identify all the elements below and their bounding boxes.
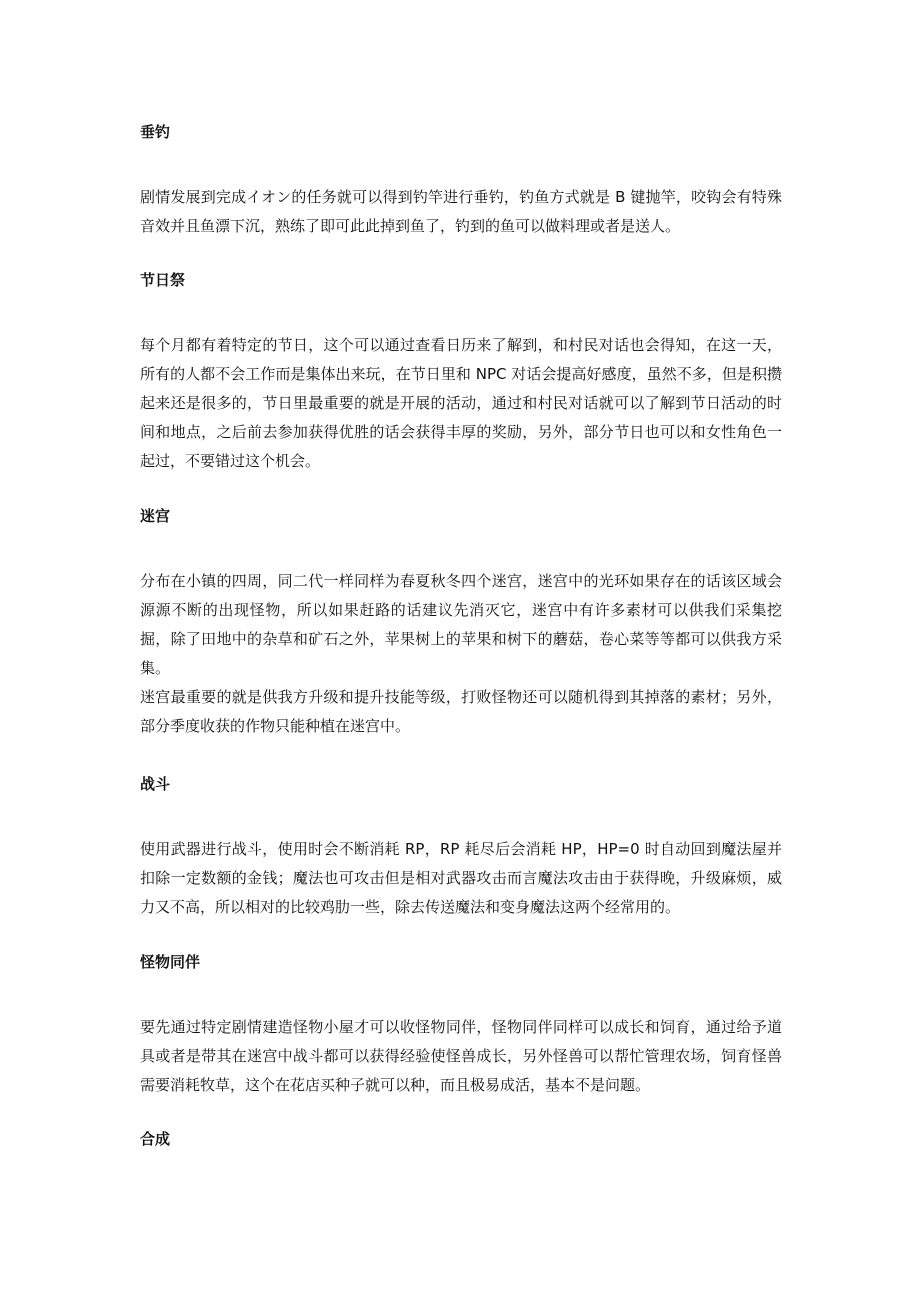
- section-fishing: [140, 122, 782, 241]
- section-paragraph: 迷宫最重要的就是供我方升级和提升技能等级，打败怪物还可以随机得到其掉落的素材；另外，部分季度收获的作物只能种植在迷宫中。: [140, 688, 782, 735]
- section-paragraph: 剧情发展到完成イオン的任务就可以得到钓竿进行垂钓，钓鱼方式就是 B 键抛竿，咬钩会有特殊音效并且鱼漂下沉，熟练了即可此此掉到鱼了，钓到的鱼可以做料理或者是送人。: [140, 188, 782, 235]
- section-synthesis: [140, 1129, 782, 1149]
- section-festival: [140, 270, 782, 476]
- section-heading: 合成: [140, 1130, 171, 1148]
- section-paragraph: 分布在小镇的四周，同二代一样同样为春夏秋冬四个迷宫，迷宫中的光环如果存在的话该区域会源源不断的出现怪物，所以如果赶路的话建议先消灭它，迷宫中有许多素材可以供我们采集挖掘，除了田地中的杂草和矿石之外，苹果树上的苹果和树下的蘑菇，卷心菜等等都可以供我方采集。: [140, 572, 782, 677]
- section-heading: 节日祭: [140, 271, 186, 289]
- section-heading: 垂钓: [140, 123, 171, 141]
- section-combat: [140, 774, 782, 922]
- section-dungeon: [140, 506, 782, 741]
- section-paragraph: 每个月都有着特定的节日，这个可以通过查看日历来了解到，和村民对话也会得知，在这一天，所有的人都不会工作而是集体出来玩，在节日里和 NPC 对话会提高好感度，虽然不多，但是积攒起来还是很多的，节日里最重要的就是开展的活动，通过和村民对话就可以了解到节日活动的时间和地点，之后前去参加获得优胜的话会获得丰厚的奖励，另外，部分节日也可以和女性角色一起过，不要错过这个机会。: [140, 336, 782, 470]
- section-paragraph: 要先通过特定剧情建造怪物小屋才可以收怪物同伴，怪物同伴同样可以成长和饲育，通过给予道具或者是带其在迷宫中战斗都可以获得经验使怪兽成长，另外怪兽可以帮忙管理农场，饲育怪兽需要消耗牧草，这个在花店买种子就可以种，而且极易成活，基本不是问题。: [140, 1018, 782, 1094]
- section-heading: 战斗: [140, 775, 171, 793]
- section-paragraph: 使用武器进行战斗，使用时会不断消耗 RP，RP 耗尽后会消耗 HP，HP=0 时自动回到魔法屋并扣除一定数额的金钱；魔法也可攻击但是相对武器攻击而言魔法攻击由于获得晚，升级麻烦，威力又不高，所以相对的比较鸡肋一些，除去传送魔法和变身魔法这两个经常用的。: [140, 840, 782, 916]
- section-heading: 迷宫: [140, 507, 171, 525]
- section-monster-companion: [140, 952, 782, 1100]
- section-heading: 怪物同伴: [140, 953, 201, 971]
